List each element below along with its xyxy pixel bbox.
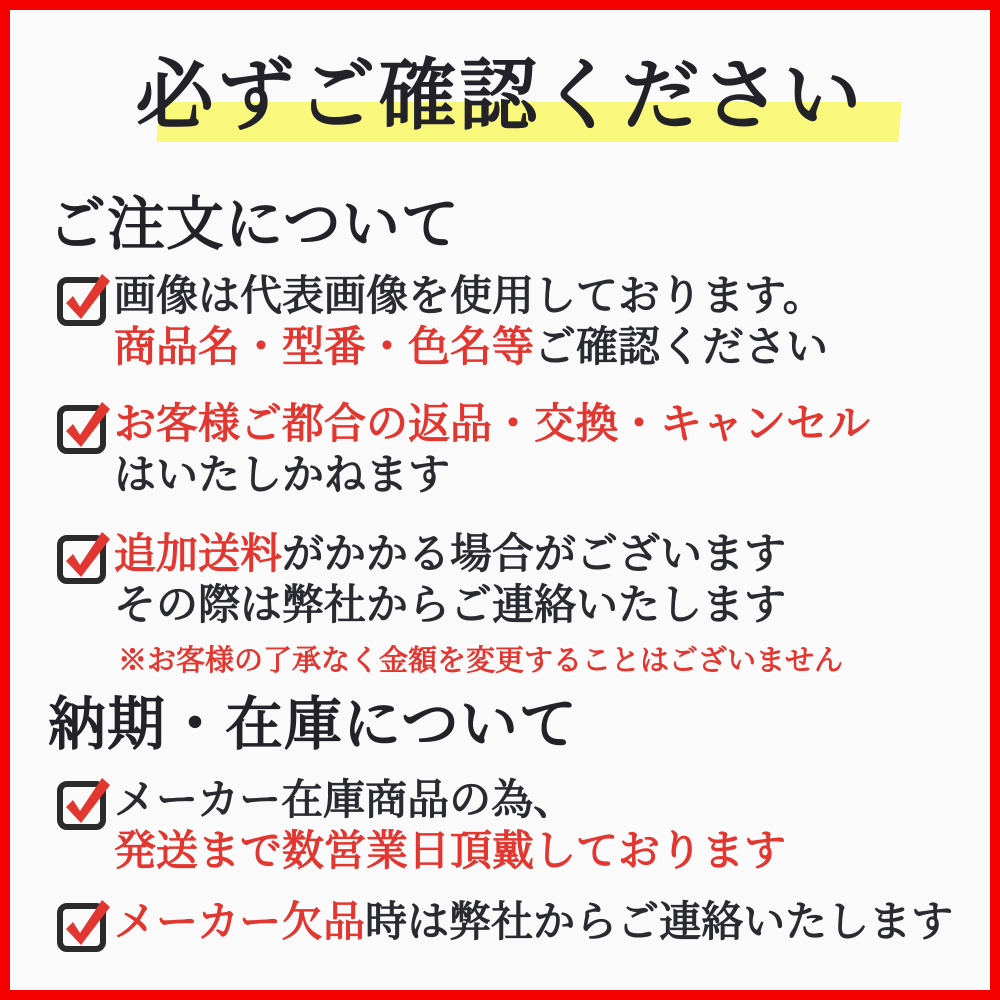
notice-item	[56, 898, 953, 953]
checkbox-checked-icon	[56, 527, 114, 585]
notice-text: 時は弊社からご連絡いたします	[365, 900, 954, 946]
notice-item	[56, 776, 786, 878]
section-heading-stock: 納期・在庫について	[48, 692, 578, 757]
notice-text-red: 商品名・型番・色名等	[114, 325, 535, 371]
notice-text-red: 発送まで数営業日頂戴しております	[114, 829, 787, 875]
notice-text: はいたしかねます	[114, 453, 451, 499]
notice-text: ご確認ください	[534, 325, 829, 371]
notice-item	[56, 400, 870, 502]
notice-text-red: お客様ご都合の返品・交換・キャンセル	[114, 402, 871, 448]
notice-text: メーカー在庫商品の為、	[114, 778, 576, 824]
section-heading-orders: ご注文について	[48, 192, 460, 257]
notice-item	[56, 272, 828, 374]
notice-text-red: 追加送料	[114, 532, 283, 578]
page-title: 必ずご確認ください	[135, 52, 865, 139]
checkbox-checked-icon	[56, 269, 114, 327]
notice-text-red: メーカー欠品	[114, 900, 366, 946]
checkbox-checked-icon	[56, 397, 114, 455]
notice-item	[56, 530, 843, 678]
checkbox-checked-icon	[56, 895, 114, 953]
notice-text: がかかる場合がございます	[282, 532, 787, 578]
checkbox-checked-icon	[56, 773, 114, 831]
notice-text: 画像は代表画像を使用しております。	[114, 274, 825, 320]
notice-text: その際は弊社からご連絡いたします	[114, 583, 787, 629]
notice-footnote: ※お客様の了承なく金額を変更することはございません	[118, 645, 844, 677]
